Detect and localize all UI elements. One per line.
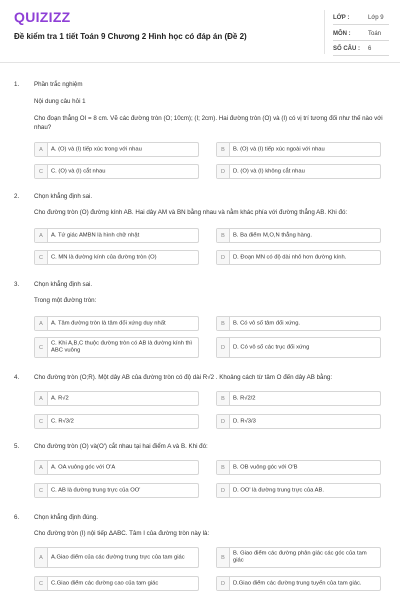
question-type: Phần trắc nghiệm — [34, 81, 83, 88]
question-type: Chọn khẳng định đúng. — [34, 514, 98, 521]
option-b[interactable]: B B. Ba điểm M,O,N thẳng hàng. — [216, 228, 381, 243]
option-b[interactable]: B B. (O) và (I) tiếp xúc ngoài với nhau — [216, 142, 381, 157]
option-c[interactable]: C C. (O) và (I) cắt nhau — [34, 164, 199, 179]
meta-subject-label: MÔN : — [333, 31, 351, 37]
question-number: 1. — [14, 81, 20, 88]
question-number: 5. — [14, 443, 20, 450]
option-a[interactable]: A A. OA vuông góc với O'A — [34, 460, 199, 475]
option-c[interactable]: C C. AB là đường trung trực của OO' — [34, 483, 199, 498]
option-b[interactable]: B B. OB vuông góc với O'B — [216, 460, 381, 475]
option-d[interactable]: D D. Đoạn MN có độ dài nhỏ hơn đường kính. — [216, 250, 381, 265]
option-d[interactable]: D D. Có vô số các trục đối xứng — [216, 337, 381, 358]
option-c[interactable]: C C. Khi A,B,C thuộc đường tròn có AB là đường kính thì ABC vuông — [34, 337, 199, 358]
option-d[interactable]: D D. (O) và (I) không cắt nhau — [216, 164, 381, 179]
worksheet-header — [0, 0, 400, 63]
option-a[interactable]: A A. Tâm đường tròn là tâm đối xứng duy nhất — [34, 316, 199, 331]
option-a[interactable]: A A. R√2 — [34, 391, 199, 406]
meta-grade-value: Lớp 9 — [368, 15, 384, 21]
meta-underline — [333, 40, 389, 41]
option-a[interactable]: A A. Tứ giác AMBN là hình chữ nhật — [34, 228, 199, 243]
meta-underline — [333, 24, 389, 25]
option-c[interactable]: C C.Giao điểm các đường cao của tam giác — [34, 576, 199, 591]
question-number: 3. — [14, 281, 20, 288]
option-a[interactable]: A A.Giao điểm của các đường trung trực của tam giác — [34, 547, 199, 568]
meta-grade-label: LỚP : — [333, 15, 350, 21]
option-c[interactable]: C C. MN là đường kính của đường tròn (O) — [34, 250, 199, 265]
option-b[interactable]: B B. Giao điểm các đường phân giác các góc của tam giác — [216, 547, 381, 568]
option-b[interactable]: B B. R√2/2 — [216, 391, 381, 406]
question-stem: Cho đường tròn (I) nội tiếp ΔABC. Tâm I của đường tròn này là: — [34, 530, 210, 537]
question-number: 4. — [14, 374, 20, 381]
question-stem: Cho đường tròn (O) và(O') cắt nhau tại hai điểm A và B. Khi đó: — [34, 443, 208, 450]
question-stem: Cho đoạn thẳng OI = 8 cm. Vẽ các đường tròn (O; 10cm); (I; 2cm). Hai đường tròn (O) và (I) có vị trí tương đối như thế nào với nhau? — [34, 115, 383, 131]
meta-count-label: SỐ CÂU : — [333, 46, 360, 52]
option-b[interactable]: B B. Có vô số tâm đối xứng. — [216, 316, 381, 331]
question-stem: Cho đường tròn (O) đường kính AB. Hai dây AM và BN bằng nhau và nằm khác phía với đường thẳng AB. Khi đó: — [34, 209, 348, 216]
option-a[interactable]: A A. (O) và (I) tiếp xúc trong với nhau — [34, 142, 199, 157]
meta-count-value: 6 — [368, 46, 372, 52]
quizizz-logo: QUIZIZZ — [14, 9, 71, 25]
question-number: 2. — [14, 193, 20, 200]
question-number: 6. — [14, 514, 20, 521]
question-type: Chọn khẳng định sai. — [34, 281, 93, 288]
option-d[interactable]: D D. R√3/3 — [216, 414, 381, 429]
question-intro: Trong một đường tròn: — [34, 297, 97, 304]
worksheet-title: Đề kiểm tra 1 tiết Toán 9 Chương 2 Hình học có đáp án (Đề 2) — [14, 32, 247, 41]
header-divider — [324, 10, 325, 54]
question-stem: Cho đường tròn (O;R). Một dây AB của đường tròn có độ dài R√2 . Khoảng cách từ tâm O đến dây AB bằng: — [34, 374, 333, 381]
option-c[interactable]: C C. R√3/2 — [34, 414, 199, 429]
meta-subject-value: Toán — [368, 31, 382, 37]
question-intro: Nội dung câu hỏi 1 — [34, 98, 86, 105]
question-type: Chọn khẳng định sai. — [34, 193, 93, 200]
meta-underline — [333, 55, 389, 56]
option-d[interactable]: D D.Giao điểm các đường trung tuyến của tam giác. — [216, 576, 381, 591]
option-d[interactable]: D D. OO' là đường trung trực của AB. — [216, 483, 381, 498]
